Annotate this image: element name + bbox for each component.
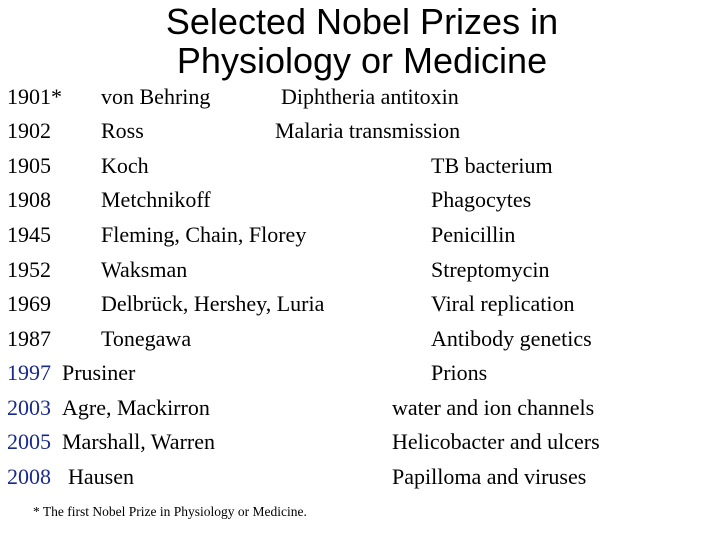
discovery: Phagocytes	[431, 187, 532, 212]
prize-row-1908	[0, 185, 720, 215]
prize-row-2005	[0, 427, 720, 457]
laureate-names: Prusiner	[62, 360, 136, 385]
laureate-names: Delbrück, Hershey, Luria	[101, 291, 325, 316]
laureate-names: Hausen	[68, 464, 134, 489]
prize-row-1969	[0, 289, 720, 319]
title-line-2: Physiology or Medicine	[176, 40, 548, 81]
laureate-names: Fleming, Chain, Florey	[101, 222, 307, 247]
prize-row-2008	[0, 462, 720, 492]
laureate-names: Metchnikoff	[101, 187, 211, 212]
prize-year: 1902	[7, 118, 51, 143]
prize-year: 1952	[7, 257, 51, 282]
prize-year: 1905	[7, 153, 51, 178]
laureate-names: Agre, Mackirron	[62, 395, 210, 420]
title-line-1: Selected Nobel Prizes in	[165, 1, 559, 42]
prize-year: 1908	[7, 187, 51, 212]
prize-year: 2005	[7, 429, 51, 454]
laureate-names: Tonegawa	[101, 326, 192, 351]
prize-year: 1901*	[7, 84, 62, 109]
discovery: TB bacterium	[431, 153, 553, 178]
prize-row-1902	[0, 116, 720, 146]
slide-title	[2, 2, 720, 80]
discovery: Antibody genetics	[431, 326, 592, 351]
prize-year: 1945	[7, 222, 51, 247]
prize-year: 2008	[7, 464, 51, 489]
prize-year: 1997	[7, 360, 51, 385]
prize-row-1997	[0, 358, 720, 388]
prize-year: 1987	[7, 326, 51, 351]
prize-row-1987	[0, 324, 720, 354]
discovery: Diphtheria antitoxin	[281, 84, 459, 109]
discovery: Helicobacter and ulcers	[392, 429, 600, 454]
discovery: Viral replication	[431, 291, 575, 316]
discovery: Streptomycin	[431, 257, 550, 282]
prize-row-1952	[0, 255, 720, 285]
laureate-names: von Behring	[101, 84, 211, 109]
discovery: Malaria transmission	[275, 118, 461, 143]
prize-year: 1969	[7, 291, 51, 316]
laureate-names: Waksman	[101, 257, 188, 282]
prize-year: 2003	[7, 395, 51, 420]
discovery: water and ion channels	[392, 395, 595, 420]
prize-row-1901	[0, 82, 720, 112]
prize-row-2003	[0, 393, 720, 423]
discovery: Papilloma and viruses	[392, 464, 587, 489]
discovery: Penicillin	[431, 222, 516, 247]
laureate-names: Koch	[101, 153, 149, 178]
prize-row-1905	[0, 151, 720, 181]
laureate-names: Ross	[101, 118, 144, 143]
laureate-names: Marshall, Warren	[62, 429, 215, 454]
footnote: * The first Nobel Prize in Physiology or Medicine.	[33, 504, 307, 519]
discovery: Prions	[431, 360, 488, 385]
prize-row-1945	[0, 220, 720, 250]
